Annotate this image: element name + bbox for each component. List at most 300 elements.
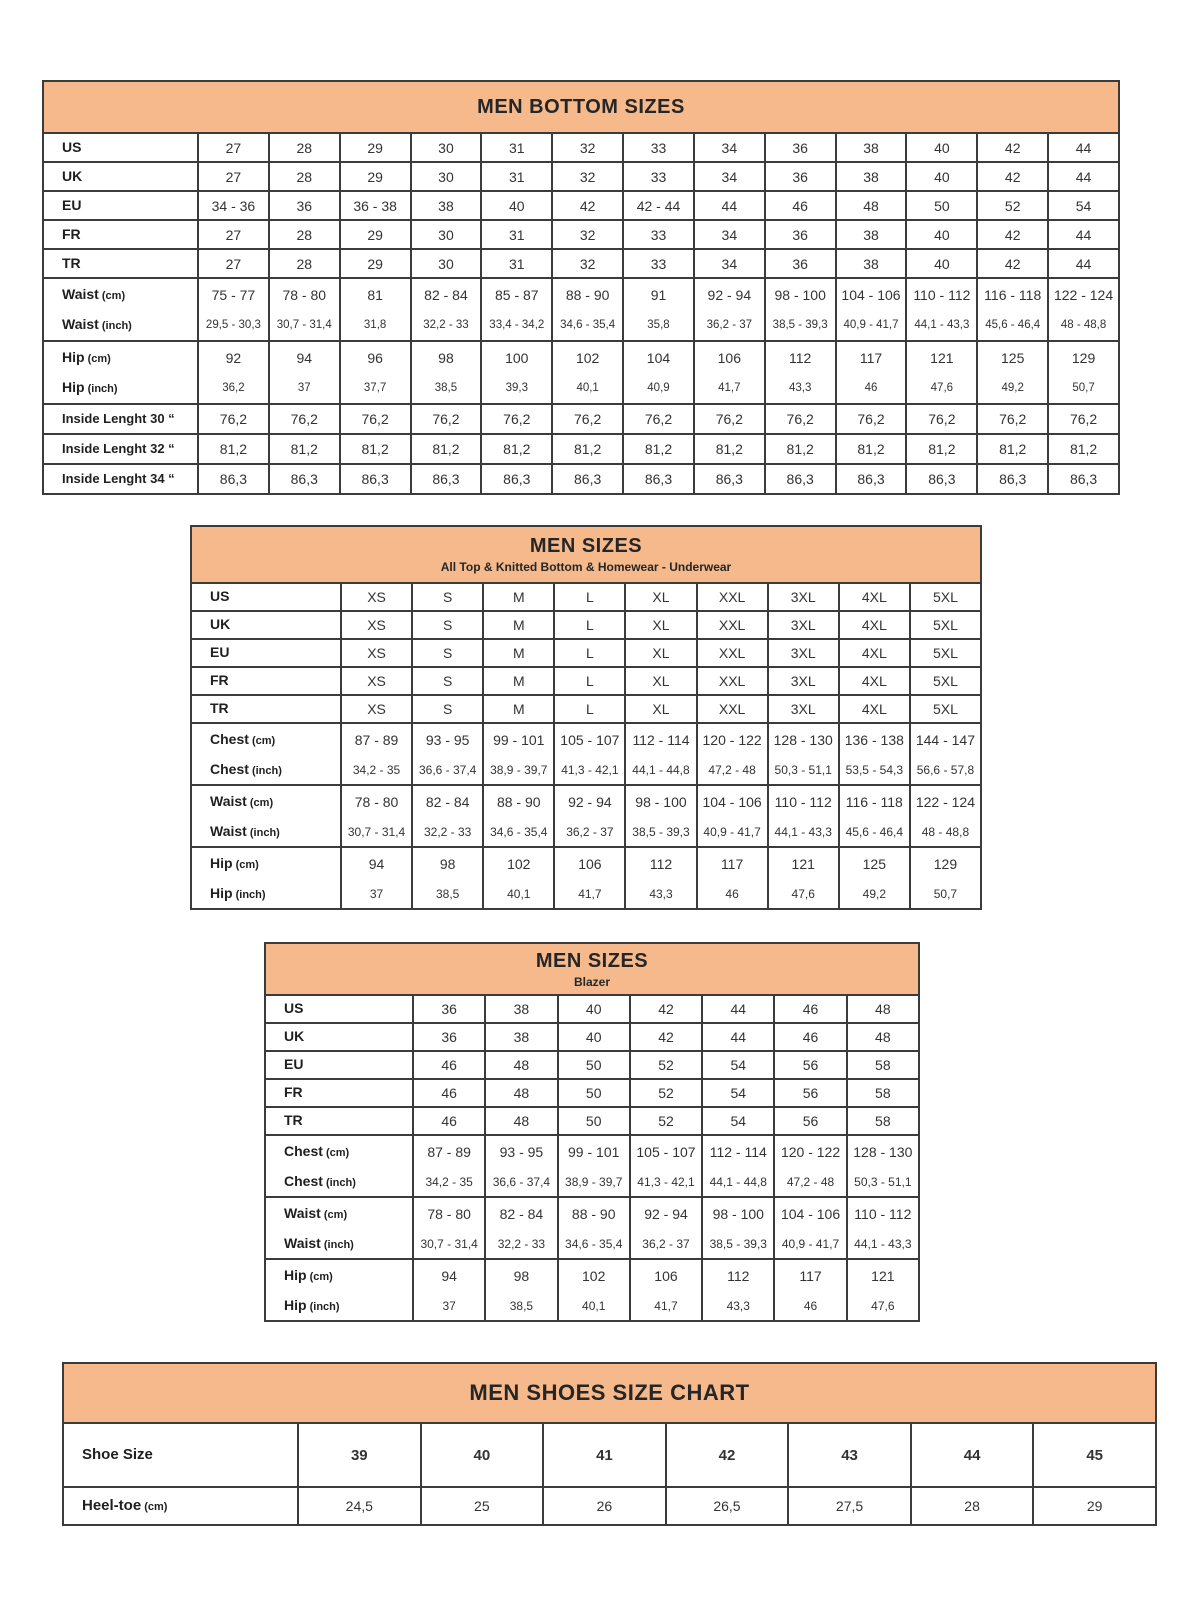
table-cell: 40 [481,191,552,220]
table-cell: 112 - 114 [702,1135,774,1167]
table-cell: 88 - 90 [483,785,554,817]
table-cell: 86,3 [836,464,907,494]
table-cell: 38,5 - 39,3 [702,1229,774,1259]
table-cell: 41,3 - 42,1 [630,1167,702,1197]
table-title: MEN SIZES [535,949,649,972]
table-cell: 42 [977,220,1048,249]
row-label: TR [43,249,198,278]
table-cell: 32 [552,249,623,278]
table-cell: 129 [1048,341,1119,373]
table-cell: 48 [836,191,907,220]
table-cell: 98 [412,847,483,879]
table-cell: 29 [340,133,411,162]
table-cell: 86,3 [977,464,1048,494]
table-cell: 56 [774,1051,846,1079]
table-cell: 105 - 107 [630,1135,702,1167]
table-cell: L [554,695,625,723]
table-cell: 46 [774,1291,846,1321]
table-cell: 38,5 [411,373,482,404]
table-cell: 29 [340,220,411,249]
table-cell: 76,2 [269,404,340,434]
table-cell: 42 [552,191,623,220]
table-cell: 112 [625,847,696,879]
table-row [43,373,1119,404]
table-cell: 5XL [910,611,981,639]
table-cell: 34 [694,220,765,249]
men-sizes-blazer [264,942,920,1322]
table-cell: 38 [836,133,907,162]
table-cell: 47,6 [847,1291,919,1321]
row-label: Shoe Size [63,1423,298,1487]
table-cell: 30,7 - 31,4 [341,817,412,847]
table-cell: 87 - 89 [413,1135,485,1167]
table-cell: 44,1 - 44,8 [625,755,696,785]
table-cell: 33 [623,220,694,249]
table-cell: L [554,639,625,667]
table-cell: 52 [630,1079,702,1107]
table-cell: 48 [847,1023,919,1051]
row-label: Waist (inch) [191,817,341,847]
table-cell: 58 [847,1079,919,1107]
row-label: TR [265,1107,413,1135]
table-cell: 33 [623,249,694,278]
table-cell: 46 [413,1051,485,1079]
table-cell: 36,2 - 37 [630,1229,702,1259]
table-cell: 34 - 36 [198,191,269,220]
table-header-band [63,1363,1156,1423]
table-cell: 31 [481,249,552,278]
table-cell: 88 - 90 [552,278,623,310]
table-cell: 27 [198,249,269,278]
table-cell: 56 [774,1107,846,1135]
table-cell: 44,1 - 44,8 [702,1167,774,1197]
row-label: UK [191,611,341,639]
table-row [191,639,981,667]
table-cell: 42 [666,1423,789,1487]
table-cell: 86,3 [411,464,482,494]
table-cell: 40 [558,995,630,1023]
row-label: Waist (inch) [43,310,198,341]
table-cell: 35,8 [623,310,694,341]
table-cell: 78 - 80 [341,785,412,817]
table-cell: 136 - 138 [839,723,910,755]
table-cell: 104 - 106 [836,278,907,310]
table-cell: 30 [411,220,482,249]
table-row [191,785,981,817]
table-cell: 44 [702,1023,774,1051]
table-cell: M [483,611,554,639]
table-cell: 26,5 [666,1487,789,1525]
table-cell: 44,1 - 43,3 [847,1229,919,1259]
table-cell: 40,9 - 41,7 [836,310,907,341]
table-row [191,847,981,879]
table-cell: 48 - 48,8 [1048,310,1119,341]
table-cell: 40 [906,133,977,162]
table-cell: 30,7 - 31,4 [269,310,340,341]
table-cell: 38 [485,995,557,1023]
table-row [43,404,1119,434]
table-cell: 81,2 [977,434,1048,464]
table-cell: 81,2 [1048,434,1119,464]
table-cell: M [483,583,554,611]
table-row [265,1107,919,1135]
table-cell: 50 [558,1051,630,1079]
table-cell: 38,9 - 39,7 [558,1167,630,1197]
table-cell: XL [625,583,696,611]
table-cell: 28 [269,249,340,278]
table-cell: 86,3 [694,464,765,494]
table-cell: XS [341,611,412,639]
table-cell: 105 - 107 [554,723,625,755]
table-cell: 106 [694,341,765,373]
table-cell: 47,2 - 48 [697,755,768,785]
table-cell: 36 [765,133,836,162]
table-row [191,667,981,695]
table-header-band [43,81,1119,133]
table-cell: 76,2 [765,404,836,434]
table-cell: XXL [697,611,768,639]
table-title: MEN SHOES SIZE CHART [469,1380,750,1406]
table-cell: 49,2 [977,373,1048,404]
table-cell: 36,2 [198,373,269,404]
table-cell: 24,5 [298,1487,421,1525]
table-cell: 85 - 87 [481,278,552,310]
table-cell: 106 [630,1259,702,1291]
table-cell: 4XL [839,583,910,611]
table-cell: 46 [774,1023,846,1051]
table-cell: 38,9 - 39,7 [483,755,554,785]
table-cell: XS [341,639,412,667]
table-cell: 50 [558,1107,630,1135]
table-cell: 46 [765,191,836,220]
table-cell: 39,3 [481,373,552,404]
table-cell: 81,2 [198,434,269,464]
table-cell: 36 - 38 [340,191,411,220]
table-cell: 30,7 - 31,4 [413,1229,485,1259]
table-cell: 48 [847,995,919,1023]
row-label: US [43,133,198,162]
table-row [265,1023,919,1051]
table-cell: 40 [421,1423,544,1487]
table-cell: 81,2 [623,434,694,464]
table-cell: XL [625,639,696,667]
men-shoes-size-chart-table [62,1362,1157,1526]
table-cell: 40 [906,220,977,249]
men-shoes [62,1362,1157,1526]
row-label: Waist (cm) [191,785,341,817]
table-cell: 32 [552,162,623,191]
table-cell: 40,9 - 41,7 [774,1229,846,1259]
table-row [43,162,1119,191]
table-cell: 32 [552,220,623,249]
table-cell: 102 [558,1259,630,1291]
table-cell: 50,7 [1048,373,1119,404]
table-cell: 32 [552,133,623,162]
table-cell: 76,2 [552,404,623,434]
men-bottom-sizes [42,80,1120,495]
table-row [191,611,981,639]
row-label: Hip (inch) [265,1291,413,1321]
table-cell: 117 [774,1259,846,1291]
table-cell: 92 [198,341,269,373]
row-label: Hip (cm) [43,341,198,373]
table-cell: 28 [269,133,340,162]
table-cell: 45,6 - 46,4 [839,817,910,847]
table-cell: 54 [702,1107,774,1135]
table-cell: 121 [847,1259,919,1291]
table-cell: 43 [788,1423,911,1487]
table-cell: 38 [411,191,482,220]
table-row [43,191,1119,220]
table-cell: 33,4 - 34,2 [481,310,552,341]
table-cell: 38 [485,1023,557,1051]
table-cell: 82 - 84 [411,278,482,310]
row-label: Inside Lenght 34 “ [43,464,198,494]
table-cell: 76,2 [340,404,411,434]
table-cell: 38 [836,249,907,278]
table-cell: 98 [411,341,482,373]
table-cell: 128 - 130 [847,1135,919,1167]
table-cell: 121 [906,341,977,373]
table-cell: 3XL [768,583,839,611]
table-row [43,310,1119,341]
table-row [265,1229,919,1259]
table-cell: 94 [269,341,340,373]
table-cell: 50,3 - 51,1 [847,1167,919,1197]
table-cell: 76,2 [623,404,694,434]
row-label: TR [191,695,341,723]
table-cell: 88 - 90 [558,1197,630,1229]
row-label: FR [191,667,341,695]
table-cell: 86,3 [906,464,977,494]
table-cell: 129 [910,847,981,879]
table-cell: 29 [340,249,411,278]
table-cell: S [412,611,483,639]
table-cell: 54 [1048,191,1119,220]
table-cell: 125 [839,847,910,879]
table-cell: 81,2 [340,434,411,464]
table-row [43,278,1119,310]
table-cell: 76,2 [411,404,482,434]
table-cell: 32,2 - 33 [485,1229,557,1259]
table-cell: 38,5 - 39,3 [765,310,836,341]
table-row [265,1079,919,1107]
table-cell: 40 [906,162,977,191]
table-cell: 3XL [768,611,839,639]
table-cell: 5XL [910,583,981,611]
table-cell: 41,7 [630,1291,702,1321]
table-cell: 29,5 - 30,3 [198,310,269,341]
table-cell: 112 [765,341,836,373]
table-cell: 96 [340,341,411,373]
table-cell: 92 - 94 [694,278,765,310]
table-cell: 44,1 - 43,3 [906,310,977,341]
table-cell: 37 [269,373,340,404]
table-cell: 110 - 112 [768,785,839,817]
table-cell: XXL [697,667,768,695]
table-cell: 4XL [839,695,910,723]
table-cell: XS [341,583,412,611]
table-cell: 27 [198,162,269,191]
table-cell: 120 - 122 [774,1135,846,1167]
row-label: Inside Lenght 30 “ [43,404,198,434]
table-cell: 76,2 [1048,404,1119,434]
row-label: Waist (cm) [265,1197,413,1229]
row-label: Waist (inch) [265,1229,413,1259]
table-cell: 122 - 124 [1048,278,1119,310]
table-cell: L [554,667,625,695]
table-cell: 42 [977,162,1048,191]
table-cell: XS [341,667,412,695]
table-cell: 36,6 - 37,4 [412,755,483,785]
table-cell: 112 - 114 [625,723,696,755]
table-title: MEN BOTTOM SIZES [477,95,685,118]
table-cell: 81,2 [836,434,907,464]
table-cell: 47,6 [768,879,839,909]
table-cell: 38,5 [485,1291,557,1321]
table-cell: 36,6 - 37,4 [485,1167,557,1197]
row-label: EU [43,191,198,220]
table-cell: 92 - 94 [554,785,625,817]
table-cell: XL [625,611,696,639]
table-row [265,1197,919,1229]
table-cell: 38 [836,162,907,191]
table-cell: M [483,667,554,695]
table-cell: 34,6 - 35,4 [558,1229,630,1259]
table-cell: 44 [694,191,765,220]
table-cell: 34 [694,162,765,191]
table-cell: 110 - 112 [847,1197,919,1229]
table-cell: 29 [1033,1487,1156,1525]
row-label: Hip (inch) [43,373,198,404]
table-row [43,133,1119,162]
table-cell: 40,1 [483,879,554,909]
table-cell: 98 - 100 [702,1197,774,1229]
table-cell: 42 [977,133,1048,162]
table-subtitle: Blazer [573,974,611,989]
row-label: Hip (cm) [265,1259,413,1291]
table-cell: 81 [340,278,411,310]
men-sizes-tops [190,525,982,910]
table-cell: 5XL [910,639,981,667]
table-row [191,817,981,847]
men-sizes-tops-table [190,525,982,910]
table-cell: 81,2 [552,434,623,464]
table-cell: 36 [765,249,836,278]
table-cell: 34,2 - 35 [413,1167,485,1197]
table-cell: 56 [774,1079,846,1107]
table-cell: 40 [906,249,977,278]
table-row [43,220,1119,249]
table-cell: 36,2 - 37 [694,310,765,341]
table-cell: 86,3 [1048,464,1119,494]
table-cell: 86,3 [623,464,694,494]
row-label: Inside Lenght 32 “ [43,434,198,464]
table-row [265,1291,919,1321]
table-cell: 48 [485,1107,557,1135]
table-cell: 76,2 [481,404,552,434]
table-cell: 30 [411,162,482,191]
table-cell: XL [625,667,696,695]
table-cell: XXL [697,639,768,667]
row-label: Chest (cm) [265,1135,413,1167]
table-cell: 42 [630,1023,702,1051]
table-cell: 44 [1048,249,1119,278]
row-label: UK [265,1023,413,1051]
table-cell: 37 [413,1291,485,1321]
table-cell: 46 [413,1107,485,1135]
table-cell: 144 - 147 [910,723,981,755]
table-cell: 52 [977,191,1048,220]
table-cell: 78 - 80 [269,278,340,310]
table-cell: 76,2 [906,404,977,434]
table-cell: 94 [341,847,412,879]
row-label: Waist (cm) [43,278,198,310]
table-subtitle: All Top & Knitted Bottom & Homewear - Underwear [440,560,732,575]
table-cell: 86,3 [765,464,836,494]
table-cell: 50,7 [910,879,981,909]
table-cell: 112 [702,1259,774,1291]
table-cell: 31,8 [340,310,411,341]
row-label: US [191,583,341,611]
table-row [63,1423,1156,1487]
row-label: Chest (inch) [265,1167,413,1197]
table-cell: L [554,611,625,639]
table-row [191,723,981,755]
row-label: EU [191,639,341,667]
table-cell: 3XL [768,639,839,667]
row-label: Hip (cm) [191,847,341,879]
row-label: UK [43,162,198,191]
table-cell: 81,2 [481,434,552,464]
table-cell: 86,3 [269,464,340,494]
table-row [191,755,981,785]
table-cell: 110 - 112 [906,278,977,310]
table-cell: 76,2 [836,404,907,434]
table-cell: 106 [554,847,625,879]
table-cell: 45 [1033,1423,1156,1487]
table-cell: 27 [198,220,269,249]
table-cell: 39 [298,1423,421,1487]
table-row [265,1135,919,1167]
table-cell: 26 [543,1487,666,1525]
table-cell: 34 [694,133,765,162]
table-cell: 34,2 - 35 [341,755,412,785]
table-cell: 81,2 [694,434,765,464]
men-bottom-sizes-table [42,80,1120,495]
table-cell: 86,3 [340,464,411,494]
table-cell: 47,6 [906,373,977,404]
table-cell: 78 - 80 [413,1197,485,1229]
table-cell: XS [341,695,412,723]
table-cell: 98 - 100 [625,785,696,817]
table-cell: 33 [623,133,694,162]
table-cell: 50 [558,1079,630,1107]
table-cell: 52 [630,1107,702,1135]
table-cell: 37 [341,879,412,909]
table-cell: S [412,639,483,667]
table-cell: 128 - 130 [768,723,839,755]
table-cell: 121 [768,847,839,879]
table-cell: 37,7 [340,373,411,404]
table-cell: 41,3 - 42,1 [554,755,625,785]
table-cell: 117 [836,341,907,373]
table-row [43,249,1119,278]
table-cell: 44 [911,1423,1034,1487]
table-cell: 44 [1048,133,1119,162]
table-cell: 102 [483,847,554,879]
table-cell: 31 [481,220,552,249]
